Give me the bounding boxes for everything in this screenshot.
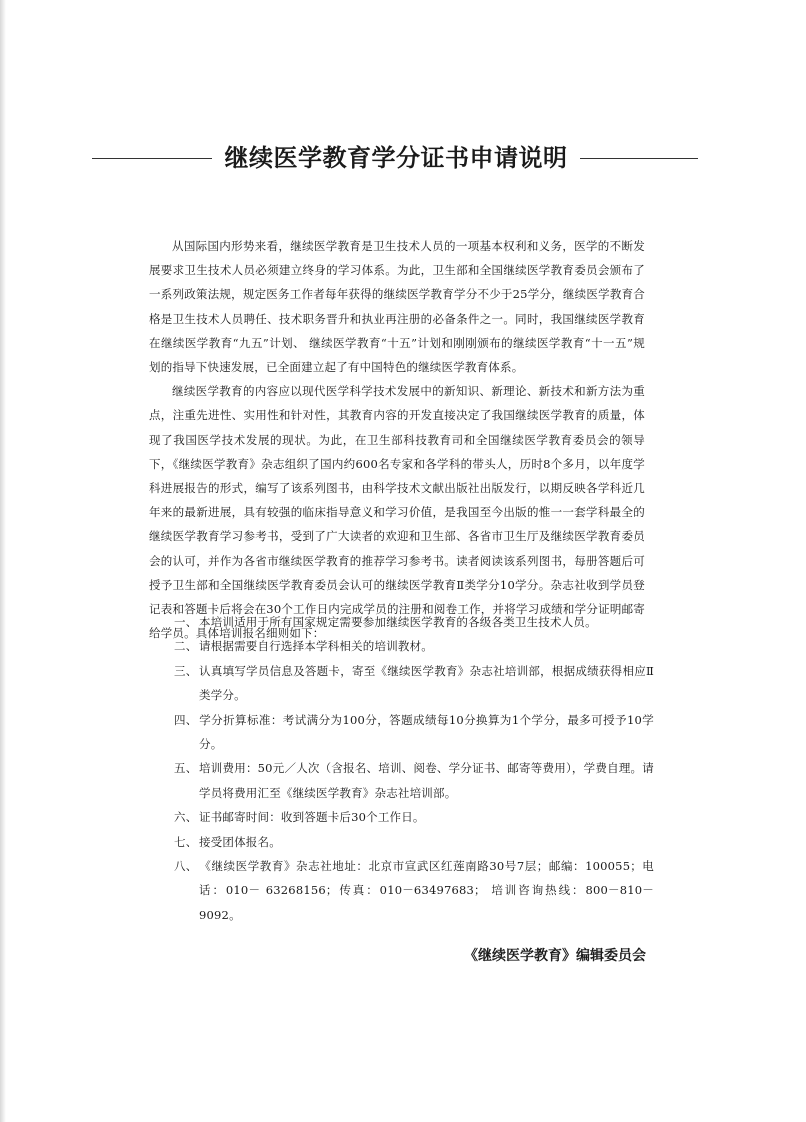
item-text: 证书邮寄时间：收到答题卡后30个工作日。 <box>199 810 425 825</box>
list-item <box>174 708 654 757</box>
body-text <box>149 234 645 645</box>
item-number: 六、 <box>174 810 198 825</box>
page-title: 继续医学教育学分证书申请说明 <box>224 144 568 172</box>
paragraph-content: 继续医学教育的内容应以现代医学科学技术发展中的新知识、新理论、新技术和新方法为重点，注重先进性、实用性和针对性，其教育内容的开发直接决定了我国继续医学教育的质量，体现了我国医学技术发展的现状。为此，在卫生部科技教育司和全国继续医学教育委员会的领导下，《继续医学教育》杂志组织了国内约600名专家和各学科的带头人，历时8个多月，以年度学科进展报告的形式，编写了该系列图书，由科学技术文献出版社出版发行，以期反映各学科近几年来的最新进展，具有较强的临床指导意义和学习价值，是我国至今出版的惟一一套学科最全的继续医学教育学习参考书，受到了广大读者的欢迎和卫生部、各省市卫生厅及继续医学教育委员会的认可，并作为各省市继续医学教育的推荐学习参考书。读者阅读该系列图书，每册答题后可授予卫生部和全国继续医学教育委员会认可的继续医学教育Ⅱ类学分10学分。杂志社收到学员登记表和答题卡后将会在30个工作日内完成学员的注册和阅卷工作，并将学习成绩和学分证明邮寄给学员。具体培训报名细则如下： <box>149 384 645 641</box>
item-number: 三、 <box>174 663 198 678</box>
item-text: 接受团体报名。 <box>199 834 281 849</box>
item-number: 一、 <box>174 615 198 629</box>
list-item <box>174 610 654 634</box>
list-item <box>174 830 654 854</box>
item-number: 七、 <box>174 834 198 849</box>
item-text: 请根据需要自行选择本学科相关的培训教材。 <box>199 639 433 654</box>
item-number: 八、 <box>174 859 198 874</box>
list-item <box>174 659 654 708</box>
list-item <box>174 634 654 658</box>
title-rule-right <box>580 158 698 159</box>
item-text: 本培训适用于所有国家规定需要参加继续医学教育的各级各类卫生技术人员。 <box>199 615 597 629</box>
registration-rules-list <box>174 610 654 927</box>
list-item <box>174 854 654 927</box>
item-number: 五、 <box>174 761 198 776</box>
item-text: 《继续医学教育》杂志社地址：北京市宣武区红莲南路30号7层；邮编：100055；电话：010－ 63268156；传真：010－63497683； 培训咨询热线：800－810－9092。 <box>199 859 654 922</box>
item-number: 四、 <box>174 712 198 727</box>
editorial-board-signature: 《继续医学教育》编辑委员会 <box>464 948 646 964</box>
paragraph-intro: 从国际国内形势来看，继续医学教育是卫生技术人员的一项基本权利和义务，医学的不断发展要求卫生技术人员必须建立终身的学习体系。为此，卫生部和全国继续医学教育委员会颁布了一系列政策法规，规定医务工作者每年获得的继续医学教育学分不少于25学分，继续医学教育合格是卫生技术人员聘任、技术职务晋升和执业再注册的必备条件之一。同时，我国继续医学教育在继续医学教育“九五”计划、 继续医学教育“十五”计划和刚刚颁布的继续医学教育“十一五”规划的指导下快速发展，已全面建立起了有中国特色的继续医学教育体系。 <box>149 239 645 375</box>
list-item <box>174 756 654 805</box>
item-text: 学分折算标准：考试满分为100分，答题成绩每10分换算为1个学分，最多可授予10学分。 <box>199 712 654 752</box>
title-rule-left <box>92 158 212 159</box>
item-text: 认真填写学员信息及答题卡，寄至《继续医学教育》杂志社培训部，根据成绩获得相应Ⅱ类学分。 <box>199 663 654 703</box>
item-number: 二、 <box>174 639 198 654</box>
title-row <box>0 138 806 178</box>
item-text: 培训费用：50元／人次（含报名、培训、阅卷、学分证书、邮寄等费用），学费自理。请学员将费用汇至《继续医学教育》杂志社培训部。 <box>199 761 654 800</box>
list-item <box>174 805 654 829</box>
